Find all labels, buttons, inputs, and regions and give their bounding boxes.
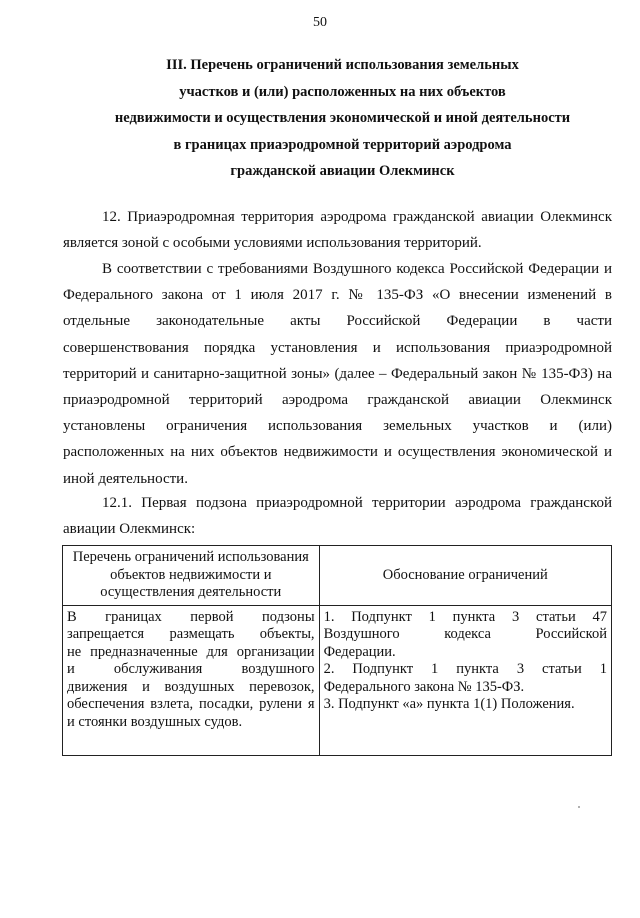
cell-line: В границах первой подзоны [67,608,315,625]
paragraph-line: отдельные законодательные акты Российской Федерации в части [63,313,612,330]
cell-line: обеспечения взлета, посадки, рулени я [67,696,315,712]
cell-line: Федерации. [323,643,396,660]
paragraph-line: Федерального закона от 1 июля 2017 г. № 135-ФЗ «О внесении изменений в [63,287,612,304]
scan-speck [578,806,580,808]
paragraph-line: приаэродромной территорий аэродрома гражданской авиации Олекминск [63,392,612,409]
paragraph-line: совершенствования порядка установления и использования приаэродромной [63,339,612,356]
cell-line: 3. Подпункт «а» пункта 1(1) Положения. [323,696,575,712]
cell-line: движения и воздушных перевозок, [67,678,315,695]
paragraph-12-1 [63,490,612,542]
cell-line: Федерального закона № 135-ФЗ. [323,678,525,695]
restrictions-table [62,545,612,756]
paragraph-line: иной деятельности. [63,470,188,487]
paragraph-line: В соответствии с требованиями Воздушного кодекса Российской Федерации и [102,261,612,277]
cell-line: и стоянки воздушных судов. [67,713,243,730]
cell-line: 2. Подпункт 1 пункта 3 статьи 1 [323,661,607,677]
heading-line: недвижимости и осуществления экономической и иной деятельности [114,110,571,126]
cell-line: запрещается размещать объекты, [67,626,315,642]
paragraph-12 [63,204,612,256]
paragraph-line: расположенных на них объектов недвижимости и осуществления экономической и [63,444,612,461]
heading-line: гражданской авиации Олекминск [230,163,455,179]
cell-line: 1. Подпункт 1 пункта 3 статьи 47 [323,608,607,625]
paragraph-line: 12.1. Первая подзона приаэродромной территории аэродрома гражданской [102,495,612,511]
paragraph-line: установлены ограничения использования земельных участков и (или) [63,418,612,435]
table-header-row [63,546,612,606]
basis-cell [319,605,611,755]
header-restrictions: Перечень ограничений использования объектов недвижимости и осуществления деятельности [63,546,320,606]
paragraph-line: 12. Приаэродромная территория аэродрома гражданской авиации Олекминск [102,209,612,225]
cell-line: не предназначенные для организации [67,643,315,660]
paragraph-requirements [63,256,612,492]
restriction-cell [63,605,320,755]
heading-line: III. Перечень ограничений использования земельных [166,57,519,73]
section-heading [60,52,625,185]
page-number: 50 [313,15,327,30]
heading-line: участков и (или) расположенных на них объектов [179,83,506,100]
header-basis: Обоснование ограничений [319,546,611,606]
paragraph-line: авиации Олекминск: [63,521,196,538]
cell-line: и обслуживания воздушного [67,661,315,677]
table-row [63,605,612,755]
heading-line: в границах приаэродромной территорий аэродрома [173,136,512,153]
cell-line: Воздушного кодекса Российской [323,626,607,642]
paragraph-line: является зоной с особыми условиями использования территорий. [63,235,482,252]
paragraph-line: территорий и санитарно-защитной зоны» (далее – Федеральный закон № 135-ФЗ) на [63,365,612,382]
